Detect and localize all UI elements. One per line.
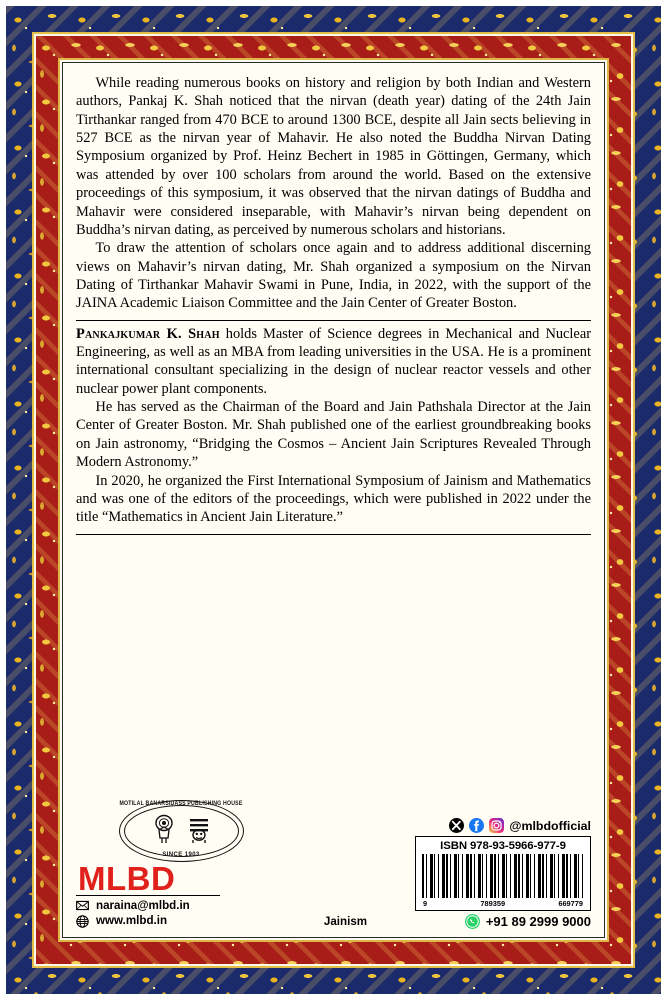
author-name: Pankajkumar K. Shah — [76, 325, 220, 342]
author-bio-paragraph-2: He has served as the Chairman of the Board and Jain Pathshala Director at the Jain Center of Greater Boston. Mr. Shah published one of the earliest groundbreaking books on Jain astronomy, “Bridging the Cosmos – Ancient Jain Scriptures Revealed Through Modern Astronomy.” — [76, 399, 591, 471]
seal-emblems — [119, 813, 244, 845]
seal-top-text: MOTILAL BANARSIDASS PUBLISHING HOUSE — [119, 800, 243, 808]
publisher-block — [76, 800, 286, 929]
barcode-digits — [422, 899, 584, 908]
x-twitter-icon[interactable] — [449, 818, 464, 833]
seal-bottom-text: SINCE 1903 — [162, 851, 200, 858]
website-row[interactable] — [76, 913, 286, 929]
blurb-paragraph-2: To draw the attention of scholars once again and to address additional discerning views on Mahavir’s nirvan dating, Mr. Shah organized a symposium on the Nirvan Dating of Tirthankar Mahavir Swami in Pune, India, in 2022, with the support of the JAINA Academic Liaison Committee and the Jain Center of Greater Boston. — [76, 240, 591, 312]
barcode-digit-left: 9 — [423, 899, 428, 908]
category-label: Jainism — [323, 915, 368, 928]
spacer — [76, 539, 591, 798]
publisher-seal — [119, 800, 244, 862]
gold-rule-outer — [32, 32, 635, 968]
content-panel — [62, 62, 605, 938]
social-row[interactable] — [449, 818, 591, 833]
social-handle: @mlbdofficial — [509, 818, 591, 833]
email-text: naraina@mlbd.in — [96, 898, 190, 912]
barcode-bars — [422, 854, 584, 898]
gold-rule-inner — [58, 58, 609, 942]
blurb-paragraph-1: While reading numerous books on history and religion by both Indian and Western authors, Pankaj K. Shah noticed that the nirvan (death year) dating of the 24th Jain Tirthankar ranged from 470 BCE to around 1300 BCE, despite all Jain sects believing in 527 BCE as the nirvan year of Mahavir. He also noted the Buddha Nirvan Dating Symposium organized by Prof. Heinz Bechert in 1985 in Göttingen, Germany, which was attended by over 100 scholars from around the world. Based on the extensive proceedings of this symposium, it was observed that the nirvan datings of Buddha and Mahavir were considered inseparable, with Mahavir’s nirvan being dependent on Buddha’s nirvan dating, as perceived by numerous scholars and historians. — [76, 75, 591, 238]
ornamental-border-red — [36, 36, 631, 964]
mlbd-wordmark: MLBD — [78, 859, 176, 897]
facebook-icon[interactable] — [469, 818, 484, 833]
envelope-icon — [76, 899, 89, 912]
footer — [76, 798, 591, 929]
barcode-digit-group-1: 789359 — [480, 899, 506, 908]
globe-icon — [76, 915, 89, 928]
stupa-emblem-icon — [186, 814, 212, 844]
whatsapp-icon — [465, 914, 480, 929]
email-row[interactable] — [76, 898, 286, 914]
barcode-digit-group-2: 669779 — [558, 899, 583, 908]
author-bio-section — [76, 325, 591, 527]
bio-divider — [76, 320, 591, 321]
isbn-block — [405, 818, 591, 929]
author-bio-intro-text: holds Master of Science degrees in Mechanical and Nuclear Engineering, as well as an MBA from leading universities in the USA. He is a prominent international consultant specializing in the design of nuclear reactor vessels and other nuclear power plant components. — [76, 325, 591, 397]
author-bio-paragraph-1 — [76, 325, 591, 398]
phone-number: +91 89 2999 9000 — [485, 914, 591, 929]
footer-divider — [76, 534, 591, 535]
ornamental-border-navy — [6, 6, 661, 994]
phone-row[interactable] — [465, 914, 591, 929]
barcode-box — [415, 836, 591, 911]
author-bio-paragraph-3: In 2020, he organized the First International Symposium of Jainism and Mathematics and was one of the editors of the proceedings, which were published in 2022 under the title “Mathematics in Ancient Jain Literature.” — [76, 472, 591, 526]
instagram-icon[interactable] — [489, 818, 504, 833]
isbn-text: ISBN 978-93-5966-977-9 — [440, 840, 566, 852]
tirthankar-emblem-icon — [151, 814, 177, 844]
website-text: www.mlbd.in — [96, 914, 168, 928]
blurb-section — [76, 74, 591, 313]
